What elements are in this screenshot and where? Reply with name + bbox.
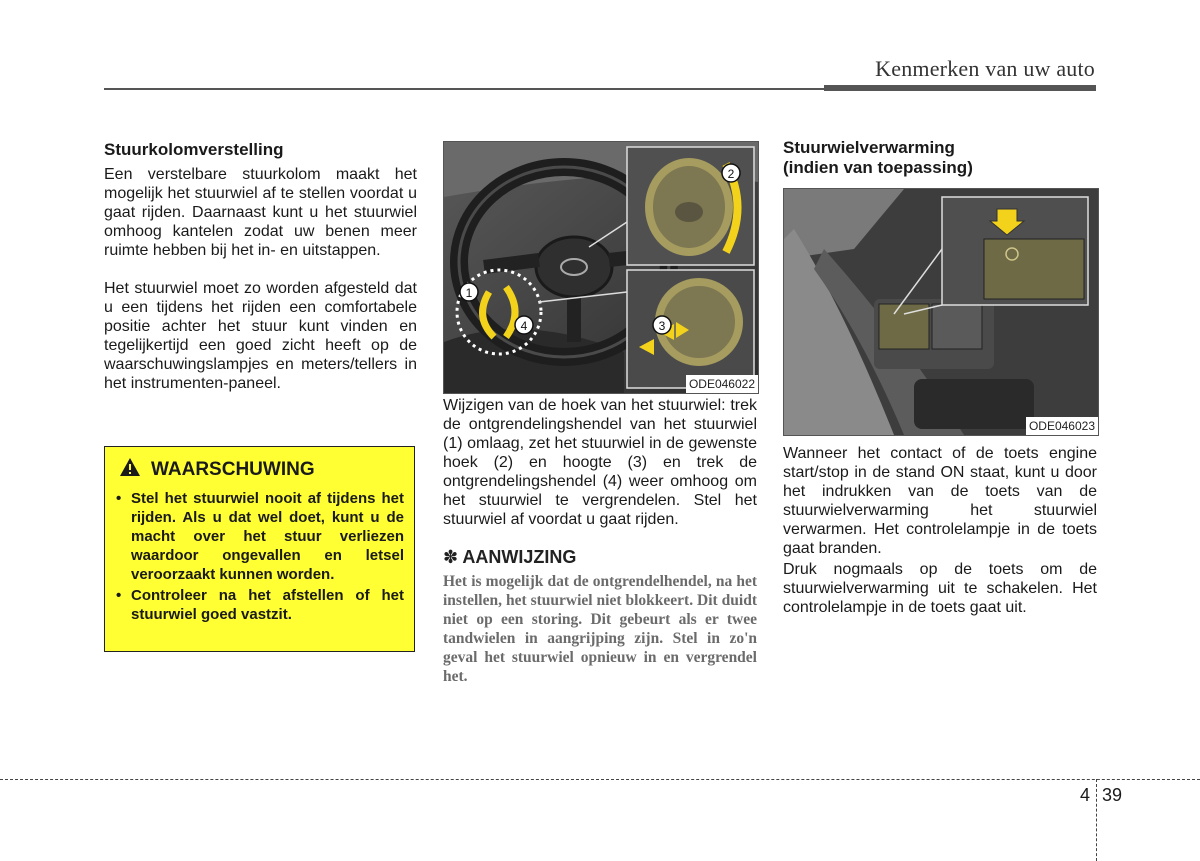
section-heading-subtitle: (indien van toepassing)	[783, 158, 973, 177]
warning-item-text: Controleer na het afstellen of het stuurwiel goed vastzit.	[131, 587, 404, 623]
column-left	[104, 138, 417, 393]
svg-text:4: 4	[520, 319, 528, 333]
paragraph-adjustment: Het stuurwiel moet zo worden afgesteld dat u een tijdens het rijden een comfortabele positie achter het stuur kunt vinden en tegelijkertijd een goed zicht heeft op de waarschuwingslampjes en meters/tellers in het instrumenten-paneel.	[104, 280, 417, 392]
paragraph-heated-off: Druk nogmaals op de toets om de stuurwielverwarming uit te schakelen. Het controlelampje in de toets gaat uit.	[783, 561, 1097, 616]
page-number: 39	[1102, 785, 1123, 805]
callout-2	[722, 164, 740, 182]
svg-text:1: 1	[465, 286, 473, 300]
svg-text:2: 2	[727, 167, 735, 181]
footer-rule	[0, 779, 1200, 780]
svg-text:3: 3	[658, 319, 666, 333]
steering-wheel-illustration	[444, 142, 758, 393]
footer-divider	[1096, 779, 1097, 861]
column-middle	[443, 141, 757, 686]
warning-box	[104, 446, 415, 652]
paragraph-heated-on: Wanneer het contact of de toets engine start/stop in de stand ON staat, kunt u door het indrukken van de toets van de stuurwielverwarming het stuurwiel verwarmen. Het controlelampje in de toets gaat branden.	[783, 445, 1097, 557]
header-rule-accent	[824, 85, 1096, 91]
chapter-number: 4	[1080, 785, 1091, 805]
section-heading-steering-column: Stuurkolomverstelling	[104, 140, 284, 159]
figure-caption: Wijzigen van de hoek van het stuurwiel: trek de ontgrendelingshendel van het stuurwiel (1) omlaag, zet het stuurwiel in de gewenste hoek (2) en hoogte (3) en trek de ontgrendelingshendel (4) weer omhoog om het stuurwiel te vergrendelen. Stel het stuurwiel af voordat u gaat rijden.	[443, 397, 757, 528]
section-heading-heated-wheel: Stuurwielverwarming	[783, 138, 955, 157]
warning-item: • Stel het stuurwiel nooit af tijdens het rijden. Als u dat wel doet, kunt u de macht over het stuur verliezen waardoor ongevallen en letsel veroorzaakt kunnen worden.	[116, 490, 404, 583]
warning-title-row	[119, 457, 404, 483]
warning-item: • Controleer na het afstellen of het stuurwiel goed vastzit.	[116, 587, 404, 623]
callout-4	[515, 316, 533, 334]
callout-3	[653, 316, 671, 334]
callout-1	[460, 283, 478, 301]
figure-code: ODE046022	[686, 375, 758, 393]
paragraph-intro: Een verstelbare stuurkolom maakt het mogelijk het stuurwiel af te stellen voordat u gaat rijden. Daarnaast kunt u het stuurwiel omhoog kantelen zodat uw benen meer ruimte hebben bij het in- en uitstappen.	[104, 166, 417, 259]
warning-list	[115, 489, 404, 624]
column-right	[783, 138, 1097, 617]
warning-title: WAARSCHUWING	[151, 459, 315, 480]
note-title: ✽ AANWIJZING	[443, 547, 577, 567]
heated-wheel-figure	[783, 188, 1099, 436]
note-text: Het is mogelijk dat de ontgrendelhendel, na het instellen, het stuurwiel niet blokkeert. Dit duidt niet op een storing. Dit gebeurt als er twee tandwielen in aangrijping zijn. Stel in zo'n geval het stuurwiel opnieuw in en vergrendel het.	[443, 573, 757, 685]
page-header-title: Kenmerken van uw auto	[875, 56, 1095, 81]
warning-triangle-icon	[119, 457, 141, 483]
header-rule	[104, 88, 824, 90]
warning-item-text: Stel het stuurwiel nooit af tijdens het rijden. Als u dat wel doet, kunt u de macht over het stuur verliezen waardoor ongevallen en letsel veroorzaakt kunnen worden.	[131, 490, 404, 583]
heated-wheel-illustration	[784, 189, 1098, 435]
figure-code: ODE046023	[1026, 417, 1098, 435]
steering-wheel-figure	[443, 141, 759, 394]
